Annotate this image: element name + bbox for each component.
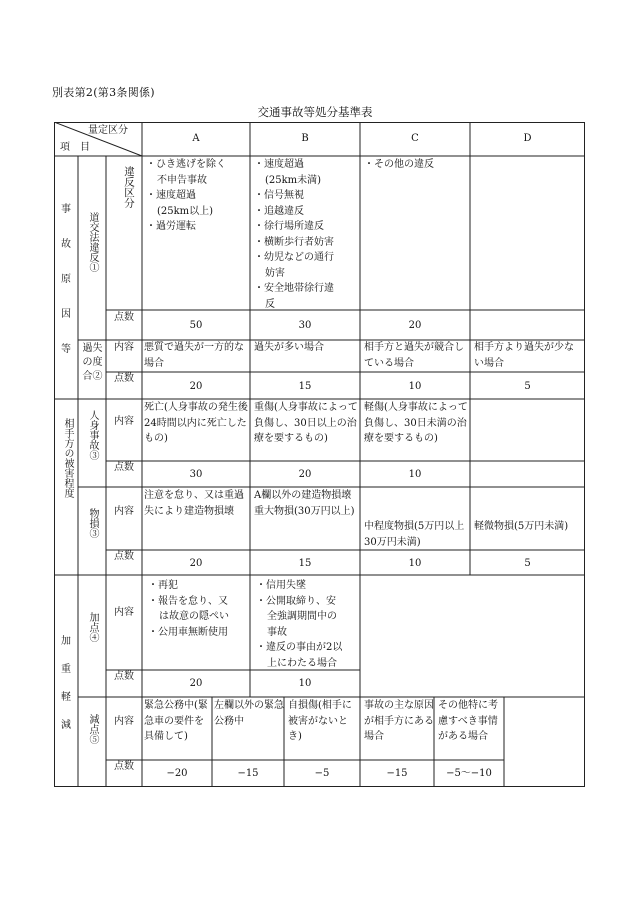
injury-c-text: 軽傷(人身事故によって負傷し、30日未満の治療を要するもの) bbox=[364, 402, 468, 444]
list-item: 妨害 bbox=[265, 267, 285, 279]
property-points-d: 5 bbox=[524, 558, 531, 569]
injury-a-text: 死亡(人身事故の発生後24時間以内に死亡したもの) bbox=[144, 402, 248, 444]
violation-points-a: 50 bbox=[189, 320, 203, 331]
damage-group-label: 相手方の被害程度 bbox=[62, 418, 73, 498]
injury-points-c: 10 bbox=[408, 469, 422, 480]
cause-char: 原 bbox=[61, 274, 71, 285]
minus-label: 減点⑤ bbox=[87, 714, 98, 744]
list-item: 事故 bbox=[267, 626, 287, 638]
list-item: ・再犯 bbox=[148, 580, 178, 591]
plus-label: 加点④ bbox=[87, 612, 98, 642]
fault-d-text: 相手方より過失が少ない場合 bbox=[474, 342, 574, 369]
fault-points-a: 20 bbox=[189, 381, 203, 392]
plus-points-b: 10 bbox=[298, 678, 312, 689]
plus-a-list bbox=[148, 578, 229, 640]
col-header-c: C bbox=[411, 133, 419, 144]
corner-top-label: 量定区分 bbox=[88, 125, 128, 136]
list-item: ・安全地帯徐行違 bbox=[254, 283, 334, 294]
fault-points-c: 10 bbox=[408, 381, 422, 392]
fault-b-text: 過失が多い場合 bbox=[254, 342, 324, 353]
cause-char: 等 bbox=[61, 344, 71, 355]
fault-points-b: 15 bbox=[298, 381, 312, 392]
minus-points-3: −5 bbox=[314, 768, 330, 779]
list-item: ・追越違反 bbox=[254, 205, 304, 217]
list-item: ・過労運転 bbox=[146, 221, 196, 232]
fault-points-d: 5 bbox=[524, 381, 531, 392]
plus-points-a: 20 bbox=[189, 678, 203, 689]
list-item: ・速度超過 bbox=[254, 159, 304, 170]
minus-item-3: 自損傷(相手に被害がないとき) bbox=[288, 700, 352, 742]
fault-a-text: 悪質で過失が一方的な場合 bbox=[144, 342, 244, 369]
list-item: は故意の隠ぺい bbox=[159, 611, 229, 622]
plus-points-label: 点数 bbox=[114, 671, 134, 682]
col-header-a: A bbox=[192, 133, 200, 144]
cause-char: 故 bbox=[61, 239, 71, 250]
injury-points-b: 20 bbox=[298, 469, 312, 480]
violation-a-list bbox=[146, 157, 226, 235]
property-d-text: 軽微物損(5万円未満) bbox=[474, 521, 569, 532]
table-title: 交通事故等処分基準表 bbox=[257, 105, 373, 119]
adjust-char: 加 bbox=[61, 636, 71, 647]
violation-label: 道交法違反① bbox=[87, 212, 98, 272]
list-item: ・公開取締り、安 bbox=[256, 595, 336, 607]
adjust-char: 減 bbox=[61, 720, 71, 731]
list-item: ・信用失墜 bbox=[256, 580, 306, 591]
minus-points-1: −20 bbox=[166, 768, 188, 779]
minus-item-1: 緊急公務中(緊急車の要件を具備して) bbox=[144, 700, 208, 742]
minus-points-5: −5〜−10 bbox=[446, 768, 492, 779]
minus-content-label: 内容 bbox=[114, 716, 134, 727]
list-item: ・横断歩行者妨害 bbox=[254, 236, 334, 248]
minus-item-4: 事故の主な原因が相手方にある場合 bbox=[364, 700, 434, 742]
fault-c-text: 相手方と過失が競合している場合 bbox=[364, 342, 464, 369]
list-item: ・公用車無断使用 bbox=[148, 626, 228, 638]
list-item: (25km以上) bbox=[157, 205, 214, 217]
list-item: 不申告事故 bbox=[157, 174, 207, 186]
property-b-text bbox=[254, 488, 358, 519]
list-item: ・ひき逃げを除く bbox=[146, 159, 226, 170]
injury-points-a: 30 bbox=[189, 469, 203, 480]
property-b-line: A欄以外の建造物損壊 bbox=[254, 490, 352, 501]
violation-points-b: 30 bbox=[298, 320, 312, 331]
list-item: 上にわたる場合 bbox=[267, 657, 337, 669]
list-item: ・幼児などの通行 bbox=[254, 252, 334, 263]
list-item: ・信号無視 bbox=[254, 190, 304, 201]
col-header-d: D bbox=[523, 133, 532, 144]
injury-content-label: 内容 bbox=[114, 416, 134, 427]
violation-c-list bbox=[364, 157, 434, 173]
fault-content-label: 内容 bbox=[114, 342, 134, 353]
property-content-label: 内容 bbox=[114, 506, 134, 517]
cause-char: 因 bbox=[61, 309, 71, 320]
minus-points-2: −15 bbox=[237, 768, 259, 779]
plus-b-list bbox=[256, 578, 342, 671]
col-header-b: B bbox=[301, 133, 309, 144]
fault-label: 過失の度合② bbox=[82, 343, 103, 382]
list-item: ・速度超過 bbox=[146, 190, 196, 201]
minus-item-5: その他特に考慮すべき事情がある場合 bbox=[438, 700, 498, 742]
injury-label: 人身事故③ bbox=[87, 410, 98, 460]
injury-points-label: 点数 bbox=[114, 462, 134, 473]
list-item: ・違反の事由が2以 bbox=[256, 642, 343, 653]
property-a-text: 注意を怠り、又は重過失により建造物損壊 bbox=[144, 490, 244, 517]
property-label: 物損③ bbox=[87, 508, 98, 538]
minus-item-2: 左欄以外の緊急公務中 bbox=[214, 700, 284, 727]
property-points-b: 15 bbox=[298, 558, 312, 569]
property-c-text: 中程度物損(5万円以上30万円未満) bbox=[364, 521, 465, 548]
violation-b-list bbox=[254, 157, 334, 312]
plus-content-label: 内容 bbox=[114, 607, 134, 618]
list-item: ・徐行場所違反 bbox=[254, 221, 324, 232]
minus-points-label: 点数 bbox=[114, 761, 134, 772]
violation-sublabel: 違反区分 bbox=[123, 166, 135, 208]
property-points-c: 10 bbox=[408, 558, 422, 569]
corner-bottom-label: 項 目 bbox=[60, 142, 90, 153]
property-points-a: 20 bbox=[189, 558, 203, 569]
adjust-char: 軽 bbox=[61, 692, 71, 703]
list-item: ・その他の違反 bbox=[364, 159, 434, 170]
penalty-table bbox=[54, 122, 585, 787]
violation-points-label: 点数 bbox=[114, 312, 134, 323]
adjust-char: 重 bbox=[61, 664, 71, 675]
list-item: (25km未満) bbox=[265, 174, 322, 186]
list-item: ・報告を怠り、又 bbox=[148, 595, 228, 607]
property-b-line: 重大物損(30万円以上) bbox=[254, 505, 355, 517]
property-points-label: 点数 bbox=[114, 551, 134, 562]
cause-char: 事 bbox=[61, 204, 71, 215]
appendix-header: 別表第2(第3条関係) bbox=[52, 86, 155, 99]
violation-points-c: 20 bbox=[408, 320, 422, 331]
injury-b-text: 重傷(人身事故によって負傷し、30日以上の治療を要するもの) bbox=[254, 402, 358, 444]
list-item: 全強調期間中の bbox=[267, 611, 337, 622]
list-item: 反 bbox=[265, 298, 275, 310]
fault-points-label: 点数 bbox=[114, 373, 134, 384]
minus-points-4: −15 bbox=[386, 768, 408, 779]
